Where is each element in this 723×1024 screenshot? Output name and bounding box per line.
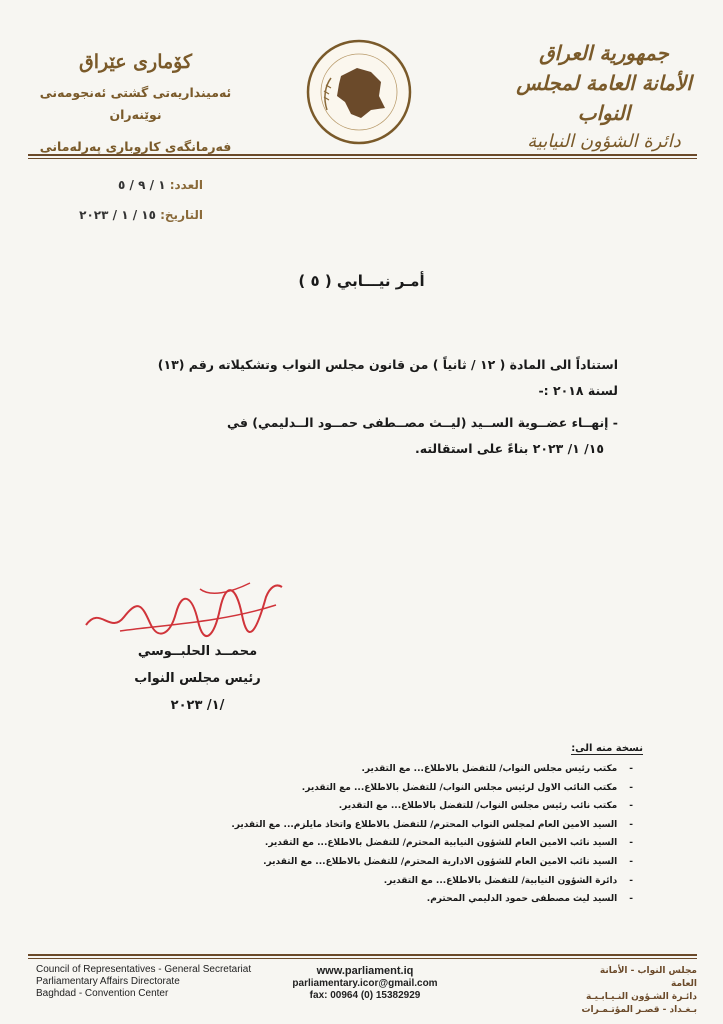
reference-number-row xyxy=(23,170,203,200)
intro-line-1: استناداً الى المادة ( ١٢ / ثانياً ) من قانون مجلس النواب وتشكيلاته رقم (١٣) xyxy=(157,357,618,372)
arabic-secretariat: الأمانة العامة لمجلس النواب xyxy=(516,71,692,125)
signatory-name: محمــد الحلبــوسي xyxy=(137,644,258,659)
kurdish-secretariat: ئەمینداریەتی گشتی ئەنجومەنی نوێنەران xyxy=(39,85,232,122)
order-item-line-2: ١٥/ ١/ ٢٠٢٣ بناءً على استقالته. xyxy=(415,441,604,456)
footer-divider-thin xyxy=(28,958,697,959)
order-title: أمـر نيـــابي ( ٥ ) xyxy=(298,272,425,290)
arabic-letterhead xyxy=(509,38,699,156)
footer-arabic-address xyxy=(577,965,697,1017)
list-item: - السيد نائب الامين العام للشؤون النيابية المحترم/ للتفضل بالاطلاع... مع التقدير. xyxy=(213,834,633,853)
footer-english-address xyxy=(36,964,251,1000)
kurdish-directorate: فەرمانگەی کاروباری پەرلەمانی xyxy=(39,139,232,154)
reference-date-row xyxy=(23,200,203,230)
parliament-emblem xyxy=(305,38,413,146)
list-item: - السيد الامين العام لمجلس النواب المحترم/ للتفضل بالاطلاع واتخاذ مايلزم... مع التقدير. xyxy=(213,816,633,835)
list-item: - مكتب رئيس مجلس النواب/ للتفضل بالاطلاع... مع التقدير. xyxy=(213,760,633,779)
footer-arabic-directorate: دائـرة الشـؤون النـيـابـيـة xyxy=(586,992,697,1002)
header-divider xyxy=(28,154,697,156)
order-item-line-1: - إنهــاء عضــوية الســيد (ليــث مصــطفى حمــود الــدليمي) في xyxy=(227,415,618,430)
reference-number-label: العدد: xyxy=(169,178,203,192)
kurdish-country-name: کۆماری عێراق xyxy=(78,51,193,73)
reference-date-label: التاريخ: xyxy=(160,208,203,222)
fax-number: fax: 00964 (0) 15382929 xyxy=(309,990,421,1001)
list-item: - السيد ليث مصطفى حمود الدليمي المحترم. xyxy=(213,890,633,909)
signatory-date: /١/ ٢٠٢٣ xyxy=(170,698,225,713)
footer-location: Baghdad - Convention Center xyxy=(36,988,169,999)
signatory-block xyxy=(110,638,285,719)
order-body xyxy=(98,352,618,462)
copies-list xyxy=(213,760,633,909)
header-divider-thin xyxy=(28,158,697,159)
footer-contacts xyxy=(265,965,465,1003)
footer-arabic-org: مجلس النواب - الأمانة العامة xyxy=(599,966,697,989)
reference-block xyxy=(23,170,203,230)
footer-directorate: Parliamentary Affairs Directorate xyxy=(36,976,180,987)
list-item: - مكتب نائب رئيس مجلس النواب/ للتفضل بالاطلاع... مع التقدير. xyxy=(213,797,633,816)
footer-org-name: Council of Representatives - General Secretariat xyxy=(36,964,252,975)
arabic-directorate: دائرة الشؤون النيابية xyxy=(527,131,681,152)
list-item: - دائرة الشؤون النيابية/ للتفضل بالاطلاع... مع التقدير. xyxy=(213,872,633,891)
signatory-title: رئيس مجلس النواب xyxy=(134,671,261,686)
list-item: - السيد نائب الامين العام للشؤون الادارية المحترم/ للتفضل بالاطلاع... مع التقدير. xyxy=(213,853,633,872)
signature-image xyxy=(80,575,290,647)
copies-heading: نسخة منه الى: xyxy=(571,743,643,754)
email-link[interactable]: parliamentary.icor@gmail.com xyxy=(292,977,438,989)
reference-date-value: ١٥ / ١ / ٢٠٢٣ xyxy=(79,208,156,222)
footer-divider xyxy=(28,954,697,956)
footer-arabic-location: بـغـداد - قصـر المؤتـمـرات xyxy=(581,1005,697,1015)
reference-number-value: ١ / ٩ / ٥ xyxy=(118,178,166,192)
arabic-country-name: جمهورية العراق xyxy=(539,41,669,65)
intro-line-2: لسنة ٢٠١٨ :- xyxy=(538,383,618,398)
kurdish-letterhead xyxy=(28,50,243,158)
list-item: - مكتب النائب الاول لرئيس مجلس النواب/ للتفضل بالاطلاع... مع التقدير. xyxy=(213,779,633,798)
website-link[interactable]: www.parliament.iq xyxy=(316,965,414,977)
